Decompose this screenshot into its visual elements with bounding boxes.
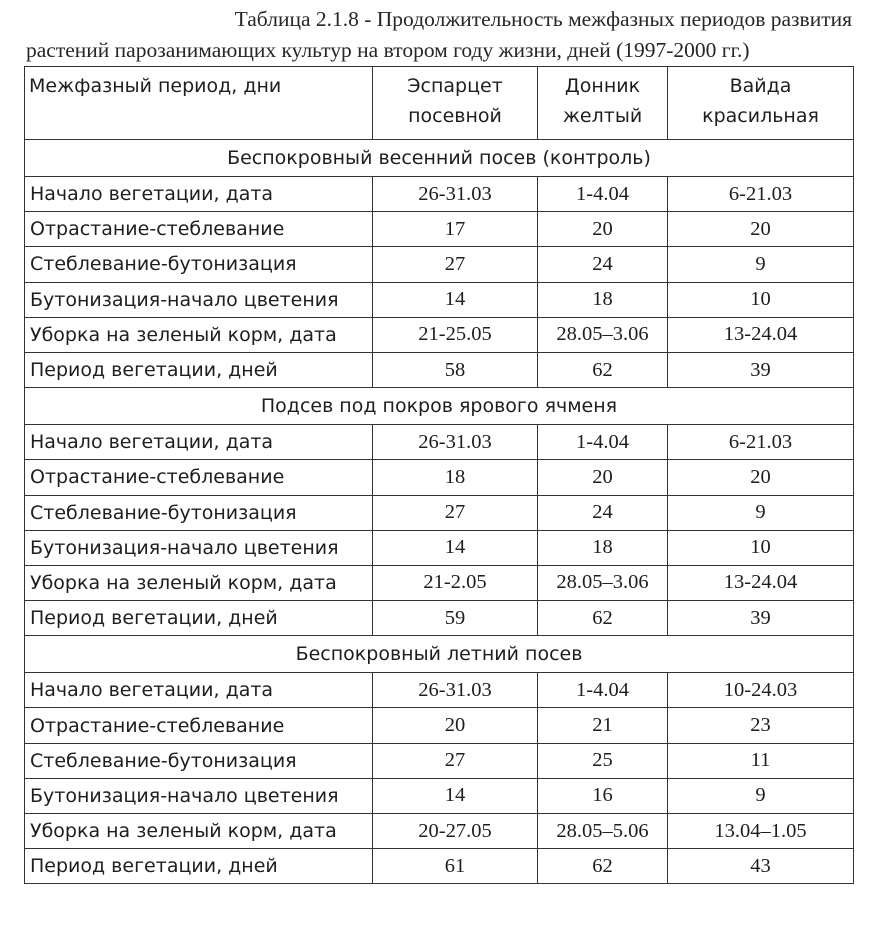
row-label: Стеблевание-бутонизация (25, 743, 373, 778)
header-crop-1-line-1: Эспарцет (407, 75, 503, 97)
header-crop-1 (373, 67, 538, 140)
table-row (25, 282, 854, 317)
table-row (25, 814, 854, 849)
row-value-crop-1: 27 (373, 743, 538, 778)
row-value-crop-1: 14 (373, 530, 538, 565)
row-value-crop-1: 61 (373, 849, 538, 884)
row-value-crop-1: 18 (373, 460, 538, 495)
row-value-crop-2: 21 (538, 708, 668, 743)
section-row (25, 140, 854, 177)
table-row (25, 247, 854, 282)
row-value-crop-3: 10-24.03 (668, 673, 854, 708)
row-label: Отрастание-стеблевание (25, 708, 373, 743)
row-value-crop-3: 9 (668, 247, 854, 282)
section-title: Беспокровный весенний посев (контроль) (25, 140, 854, 177)
row-value-crop-3: 39 (668, 352, 854, 387)
table-row (25, 601, 854, 636)
table-row (25, 460, 854, 495)
row-value-crop-3: 13-24.04 (668, 317, 854, 352)
row-value-crop-1: 20 (373, 708, 538, 743)
row-label: Уборка на зеленый корм, дата (25, 317, 373, 352)
table-row (25, 317, 854, 352)
row-value-crop-1: 17 (373, 212, 538, 247)
row-value-crop-1: 27 (373, 247, 538, 282)
row-label: Бутонизация-начало цветения (25, 530, 373, 565)
section-title: Подсев под покров ярового ячменя (25, 388, 854, 425)
row-label: Отрастание-стеблевание (25, 212, 373, 247)
phenology-table (24, 66, 854, 884)
row-label: Период вегетации, дней (25, 352, 373, 387)
row-label: Период вегетации, дней (25, 601, 373, 636)
row-label: Начало вегетации, дата (25, 425, 373, 460)
table-row (25, 565, 854, 600)
table-row (25, 673, 854, 708)
table-row (25, 708, 854, 743)
row-value-crop-3: 11 (668, 743, 854, 778)
header-crop-2-line-2: желтый (562, 105, 643, 127)
row-value-crop-3: 6-21.03 (668, 425, 854, 460)
table-row (25, 778, 854, 813)
row-value-crop-1: 20-27.05 (373, 814, 538, 849)
row-value-crop-2: 20 (538, 212, 668, 247)
row-value-crop-2: 24 (538, 495, 668, 530)
row-value-crop-3: 43 (668, 849, 854, 884)
row-value-crop-2: 28.05–3.06 (538, 565, 668, 600)
row-value-crop-3: 6-21.03 (668, 177, 854, 212)
row-value-crop-2: 1-4.04 (538, 673, 668, 708)
row-value-crop-2: 25 (538, 743, 668, 778)
row-value-crop-3: 20 (668, 212, 854, 247)
section-row (25, 636, 854, 673)
row-value-crop-3: 23 (668, 708, 854, 743)
header-crop-1-line-2: посевной (408, 105, 502, 127)
table-row (25, 849, 854, 884)
row-value-crop-1: 27 (373, 495, 538, 530)
row-value-crop-1: 21-2.05 (373, 565, 538, 600)
table-row (25, 530, 854, 565)
row-label: Начало вегетации, дата (25, 673, 373, 708)
row-value-crop-1: 58 (373, 352, 538, 387)
row-label: Начало вегетации, дата (25, 177, 373, 212)
row-label: Период вегетации, дней (25, 849, 373, 884)
row-value-crop-2: 62 (538, 849, 668, 884)
row-label: Бутонизация-начало цветения (25, 282, 373, 317)
header-crop-3-line-2: красильная (702, 105, 819, 127)
section-row (25, 388, 854, 425)
row-value-crop-2: 24 (538, 247, 668, 282)
row-value-crop-2: 18 (538, 530, 668, 565)
table-row (25, 352, 854, 387)
header-crop-2-line-1: Донник (564, 75, 641, 97)
row-value-crop-3: 39 (668, 601, 854, 636)
row-value-crop-3: 13-24.04 (668, 565, 854, 600)
row-label: Стеблевание-бутонизация (25, 247, 373, 282)
row-value-crop-3: 9 (668, 778, 854, 813)
table-row (25, 425, 854, 460)
header-period-label: Межфазный период, дни (29, 75, 282, 97)
row-value-crop-2: 28.05–5.06 (538, 814, 668, 849)
row-value-crop-3: 20 (668, 460, 854, 495)
table-row (25, 743, 854, 778)
table-row (25, 177, 854, 212)
row-value-crop-3: 13.04–1.05 (668, 814, 854, 849)
row-value-crop-1: 59 (373, 601, 538, 636)
row-label: Стеблевание-бутонизация (25, 495, 373, 530)
row-label: Уборка на зеленый корм, дата (25, 814, 373, 849)
row-value-crop-2: 1-4.04 (538, 425, 668, 460)
caption-line-2: растений парозанимающих культур на втором году жизни, дней (1997-2000 гг.) (26, 38, 750, 62)
row-value-crop-2: 28.05–3.06 (538, 317, 668, 352)
row-value-crop-1: 26-31.03 (373, 177, 538, 212)
section-title: Беспокровный летний посев (25, 636, 854, 673)
row-value-crop-3: 9 (668, 495, 854, 530)
row-label: Бутонизация-начало цветения (25, 778, 373, 813)
header-row (25, 67, 854, 140)
table-body (25, 140, 854, 884)
caption-line-1: Таблица 2.1.8 - Продолжительность межфазных периодов развития (234, 7, 852, 31)
header-crop-2 (538, 67, 668, 140)
row-label: Уборка на зеленый корм, дата (25, 565, 373, 600)
row-value-crop-3: 10 (668, 530, 854, 565)
table-row (25, 495, 854, 530)
row-value-crop-1: 26-31.03 (373, 673, 538, 708)
row-value-crop-1: 26-31.03 (373, 425, 538, 460)
header-crop-3-line-1: Вайда (729, 75, 792, 97)
table-row (25, 212, 854, 247)
row-value-crop-2: 62 (538, 352, 668, 387)
row-value-crop-3: 10 (668, 282, 854, 317)
row-value-crop-2: 18 (538, 282, 668, 317)
row-value-crop-1: 14 (373, 778, 538, 813)
row-value-crop-2: 20 (538, 460, 668, 495)
row-value-crop-2: 62 (538, 601, 668, 636)
row-label: Отрастание-стеблевание (25, 460, 373, 495)
row-value-crop-2: 1-4.04 (538, 177, 668, 212)
table-caption (26, 4, 852, 66)
header-period (25, 67, 373, 140)
header-crop-3 (668, 67, 854, 140)
row-value-crop-1: 21-25.05 (373, 317, 538, 352)
row-value-crop-2: 16 (538, 778, 668, 813)
row-value-crop-1: 14 (373, 282, 538, 317)
